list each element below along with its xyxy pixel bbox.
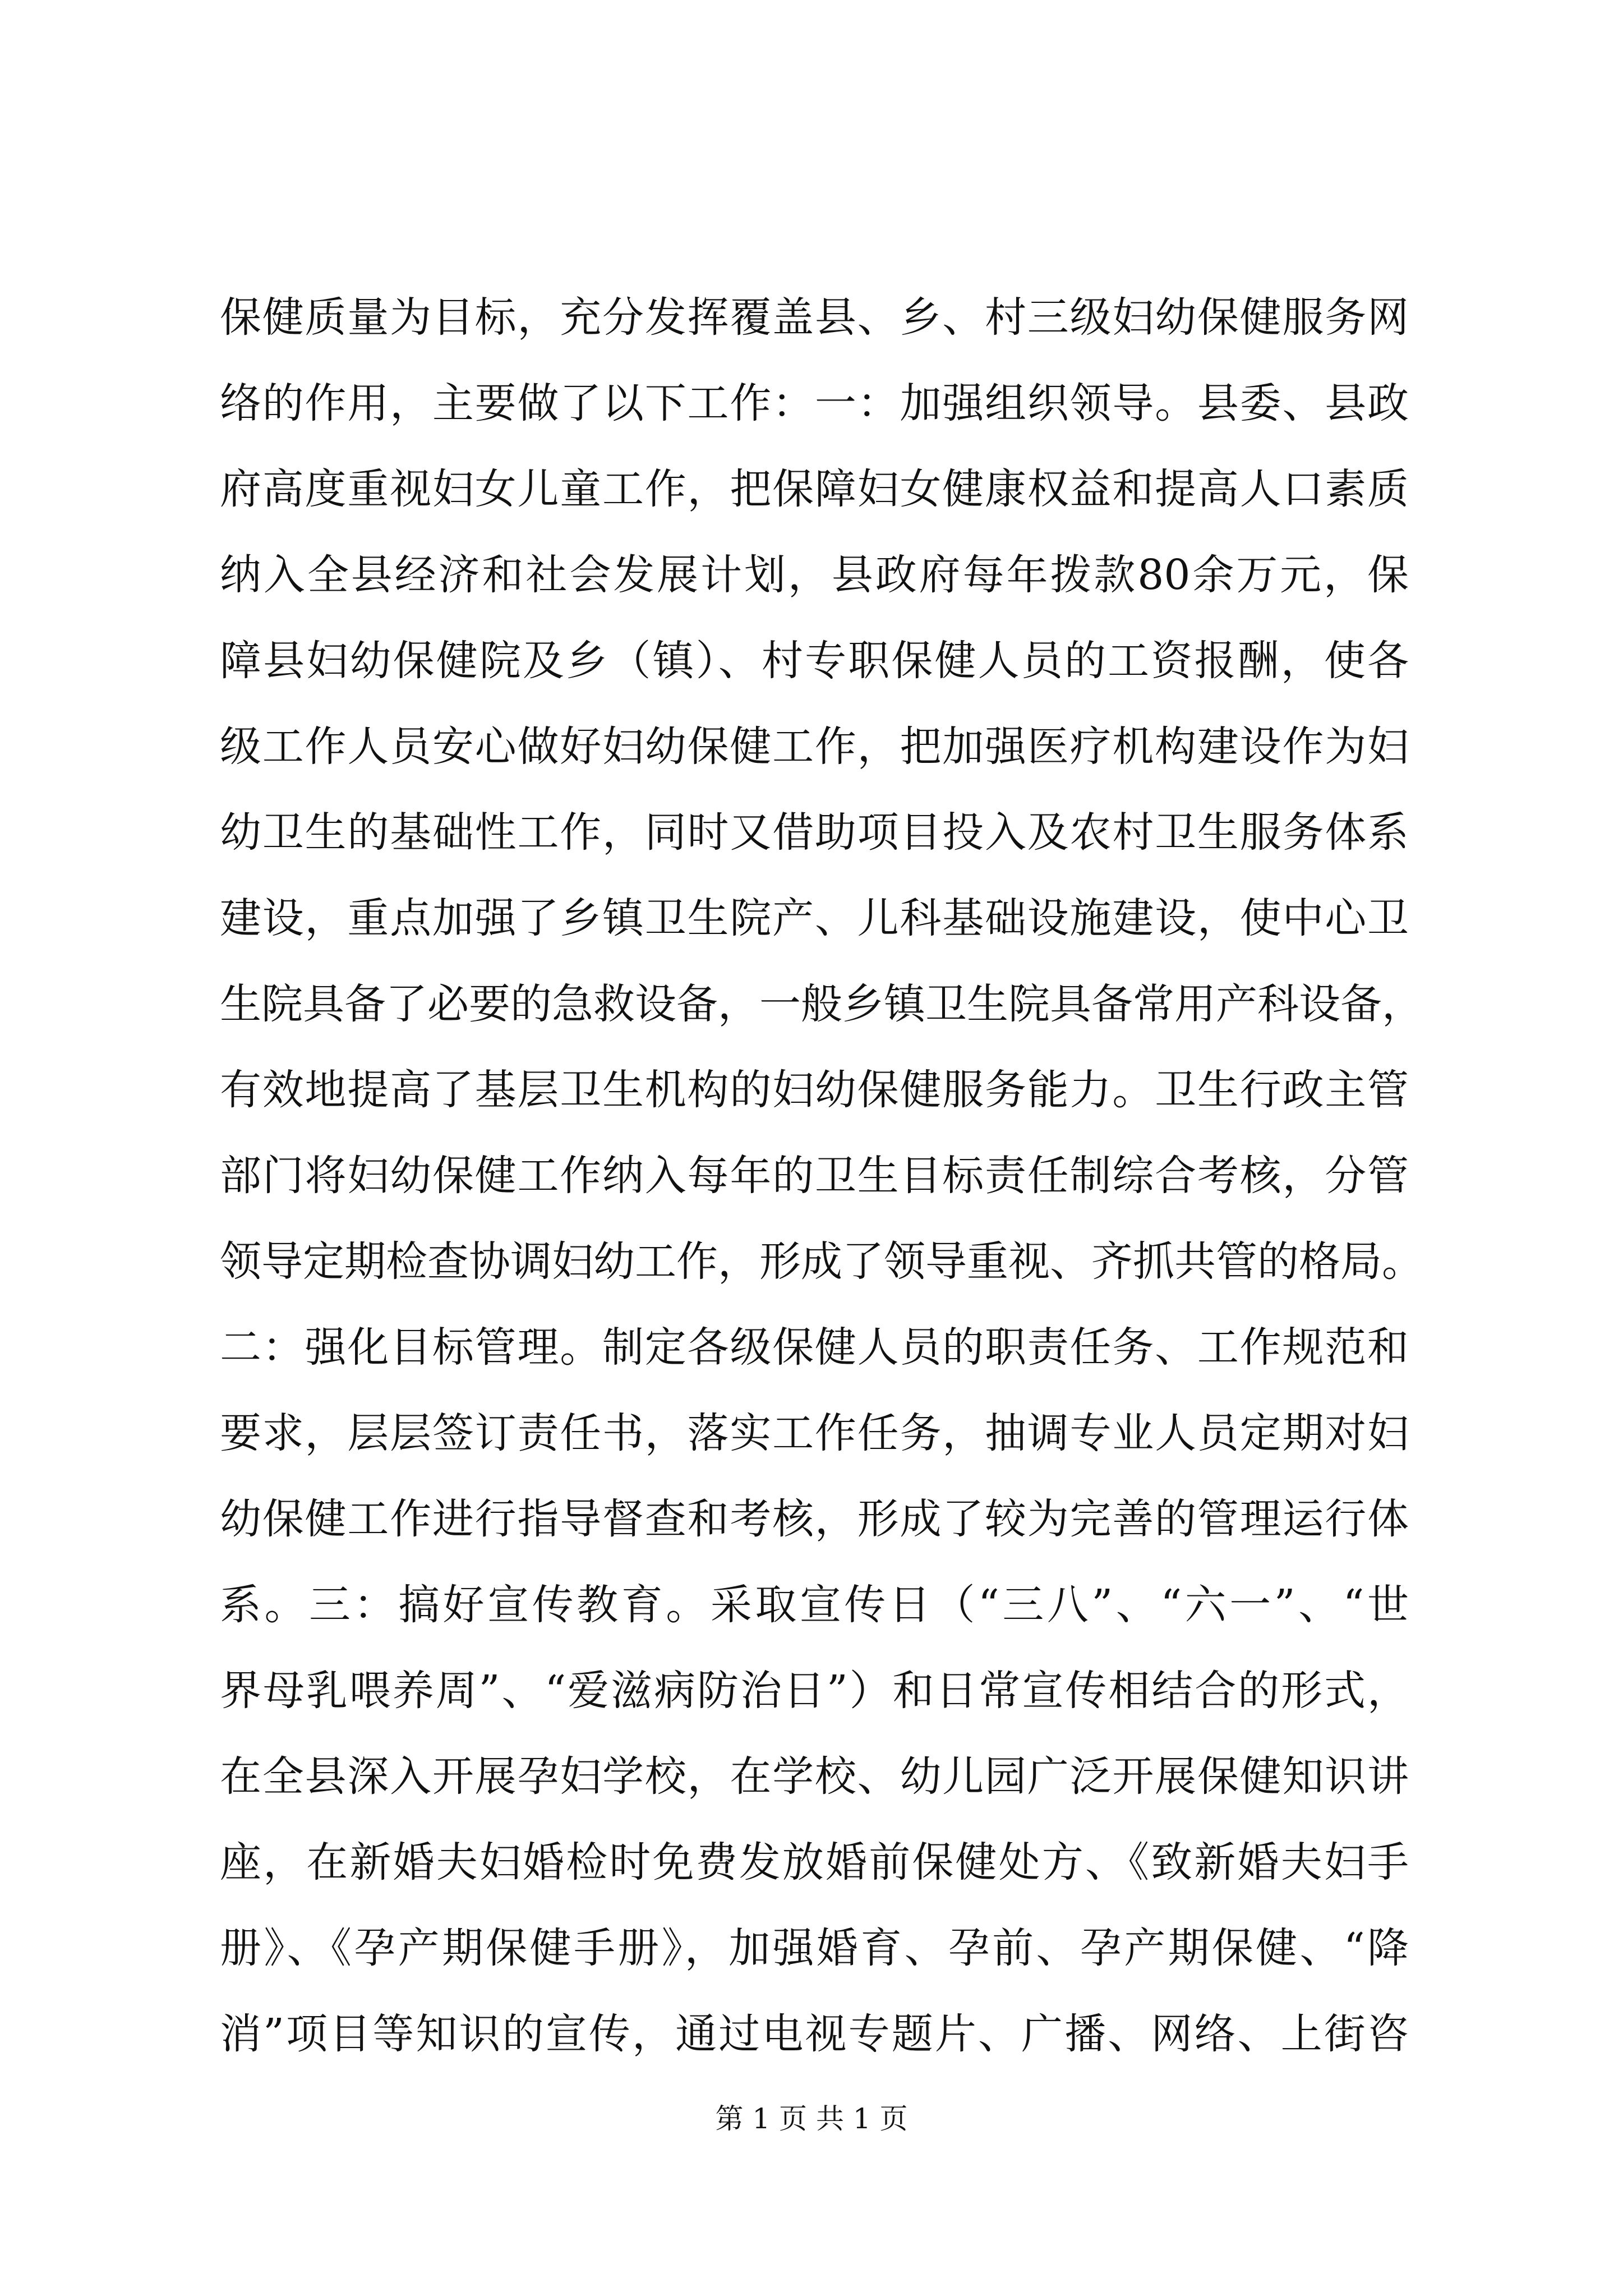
text-line: 保健质量为目标，充分发挥覆盖县、乡、村三级妇幼保健服务网 <box>220 293 1409 342</box>
text-line: 要求，层层签订责任书，落实工作任务，抽调专业人员定期对妇 <box>220 1409 1409 1457</box>
text-line: 座，在新婚夫妇婚检时免费发放婚前保健处方、《致新婚夫妇手 <box>220 1838 1409 1887</box>
text-line: 系。三：搞好宣传教育。采取宣传日（“三八”、“六一”、“世 <box>220 1581 1409 1629</box>
text-line: 级工作人员安心做好妇幼保健工作，把加强医疗机构建设作为妇 <box>220 723 1409 771</box>
page-footer <box>0 2099 1623 2138</box>
text-line: 络的作用，主要做了以下工作：一：加强组织领导。县委、县政 <box>220 379 1409 427</box>
text-line: 建设，重点加强了乡镇卫生院产、儿科基础设施建设，使中心卫 <box>220 894 1409 942</box>
text-line: 幼卫生的基础性工作，同时又借助项目投入及农村卫生服务体系 <box>220 808 1409 857</box>
text-line: 幼保健工作进行指导督查和考核，形成了较为完善的管理运行体 <box>220 1495 1409 1543</box>
text-line: 消”项目等知识的宣传，通过电视专题片、广播、网络、上街咨 <box>220 2010 1409 2058</box>
text-line: 部门将妇幼保健工作纳入每年的卫生目标责任制综合考核，分管 <box>220 1152 1409 1200</box>
text-line: 府高度重视妇女儿童工作，把保障妇女健康权益和提高人口素质 <box>220 465 1409 513</box>
text-line: 册》、《孕产期保健手册》，加强婚育、孕前、孕产期保健、“降 <box>220 1924 1409 1972</box>
text-line: 纳入全县经济和社会发展计划，县政府每年拨款80余万元，保 <box>220 551 1409 599</box>
text-line: 领导定期检查协调妇幼工作，形成了领导重视、齐抓共管的格局。 <box>220 1237 1423 1286</box>
text-line: 界母乳喂养周”、“爱滋病防治日”）和日常宣传相结合的形式， <box>220 1667 1409 1715</box>
text-line: 有效地提高了基层卫生机构的妇幼保健服务能力。卫生行政主管 <box>220 1066 1409 1114</box>
text-line: 生院具备了必要的急救设备，一般乡镇卫生院具备常用产科设备， <box>220 980 1423 1028</box>
text-line: 障县妇幼保健院及乡（镇）、村专职保健人员的工资报酬，使各 <box>220 637 1409 685</box>
text-line: 二：强化目标管理。制定各级保健人员的职责任务、工作规范和 <box>220 1323 1409 1372</box>
text-line: 在全县深入开展孕妇学校，在学校、幼儿园广泛开展保健知识讲 <box>220 1752 1409 1801</box>
page-number-label: 第 1 页 共 1 页 <box>715 2102 908 2135</box>
body-text <box>220 275 1423 2077</box>
